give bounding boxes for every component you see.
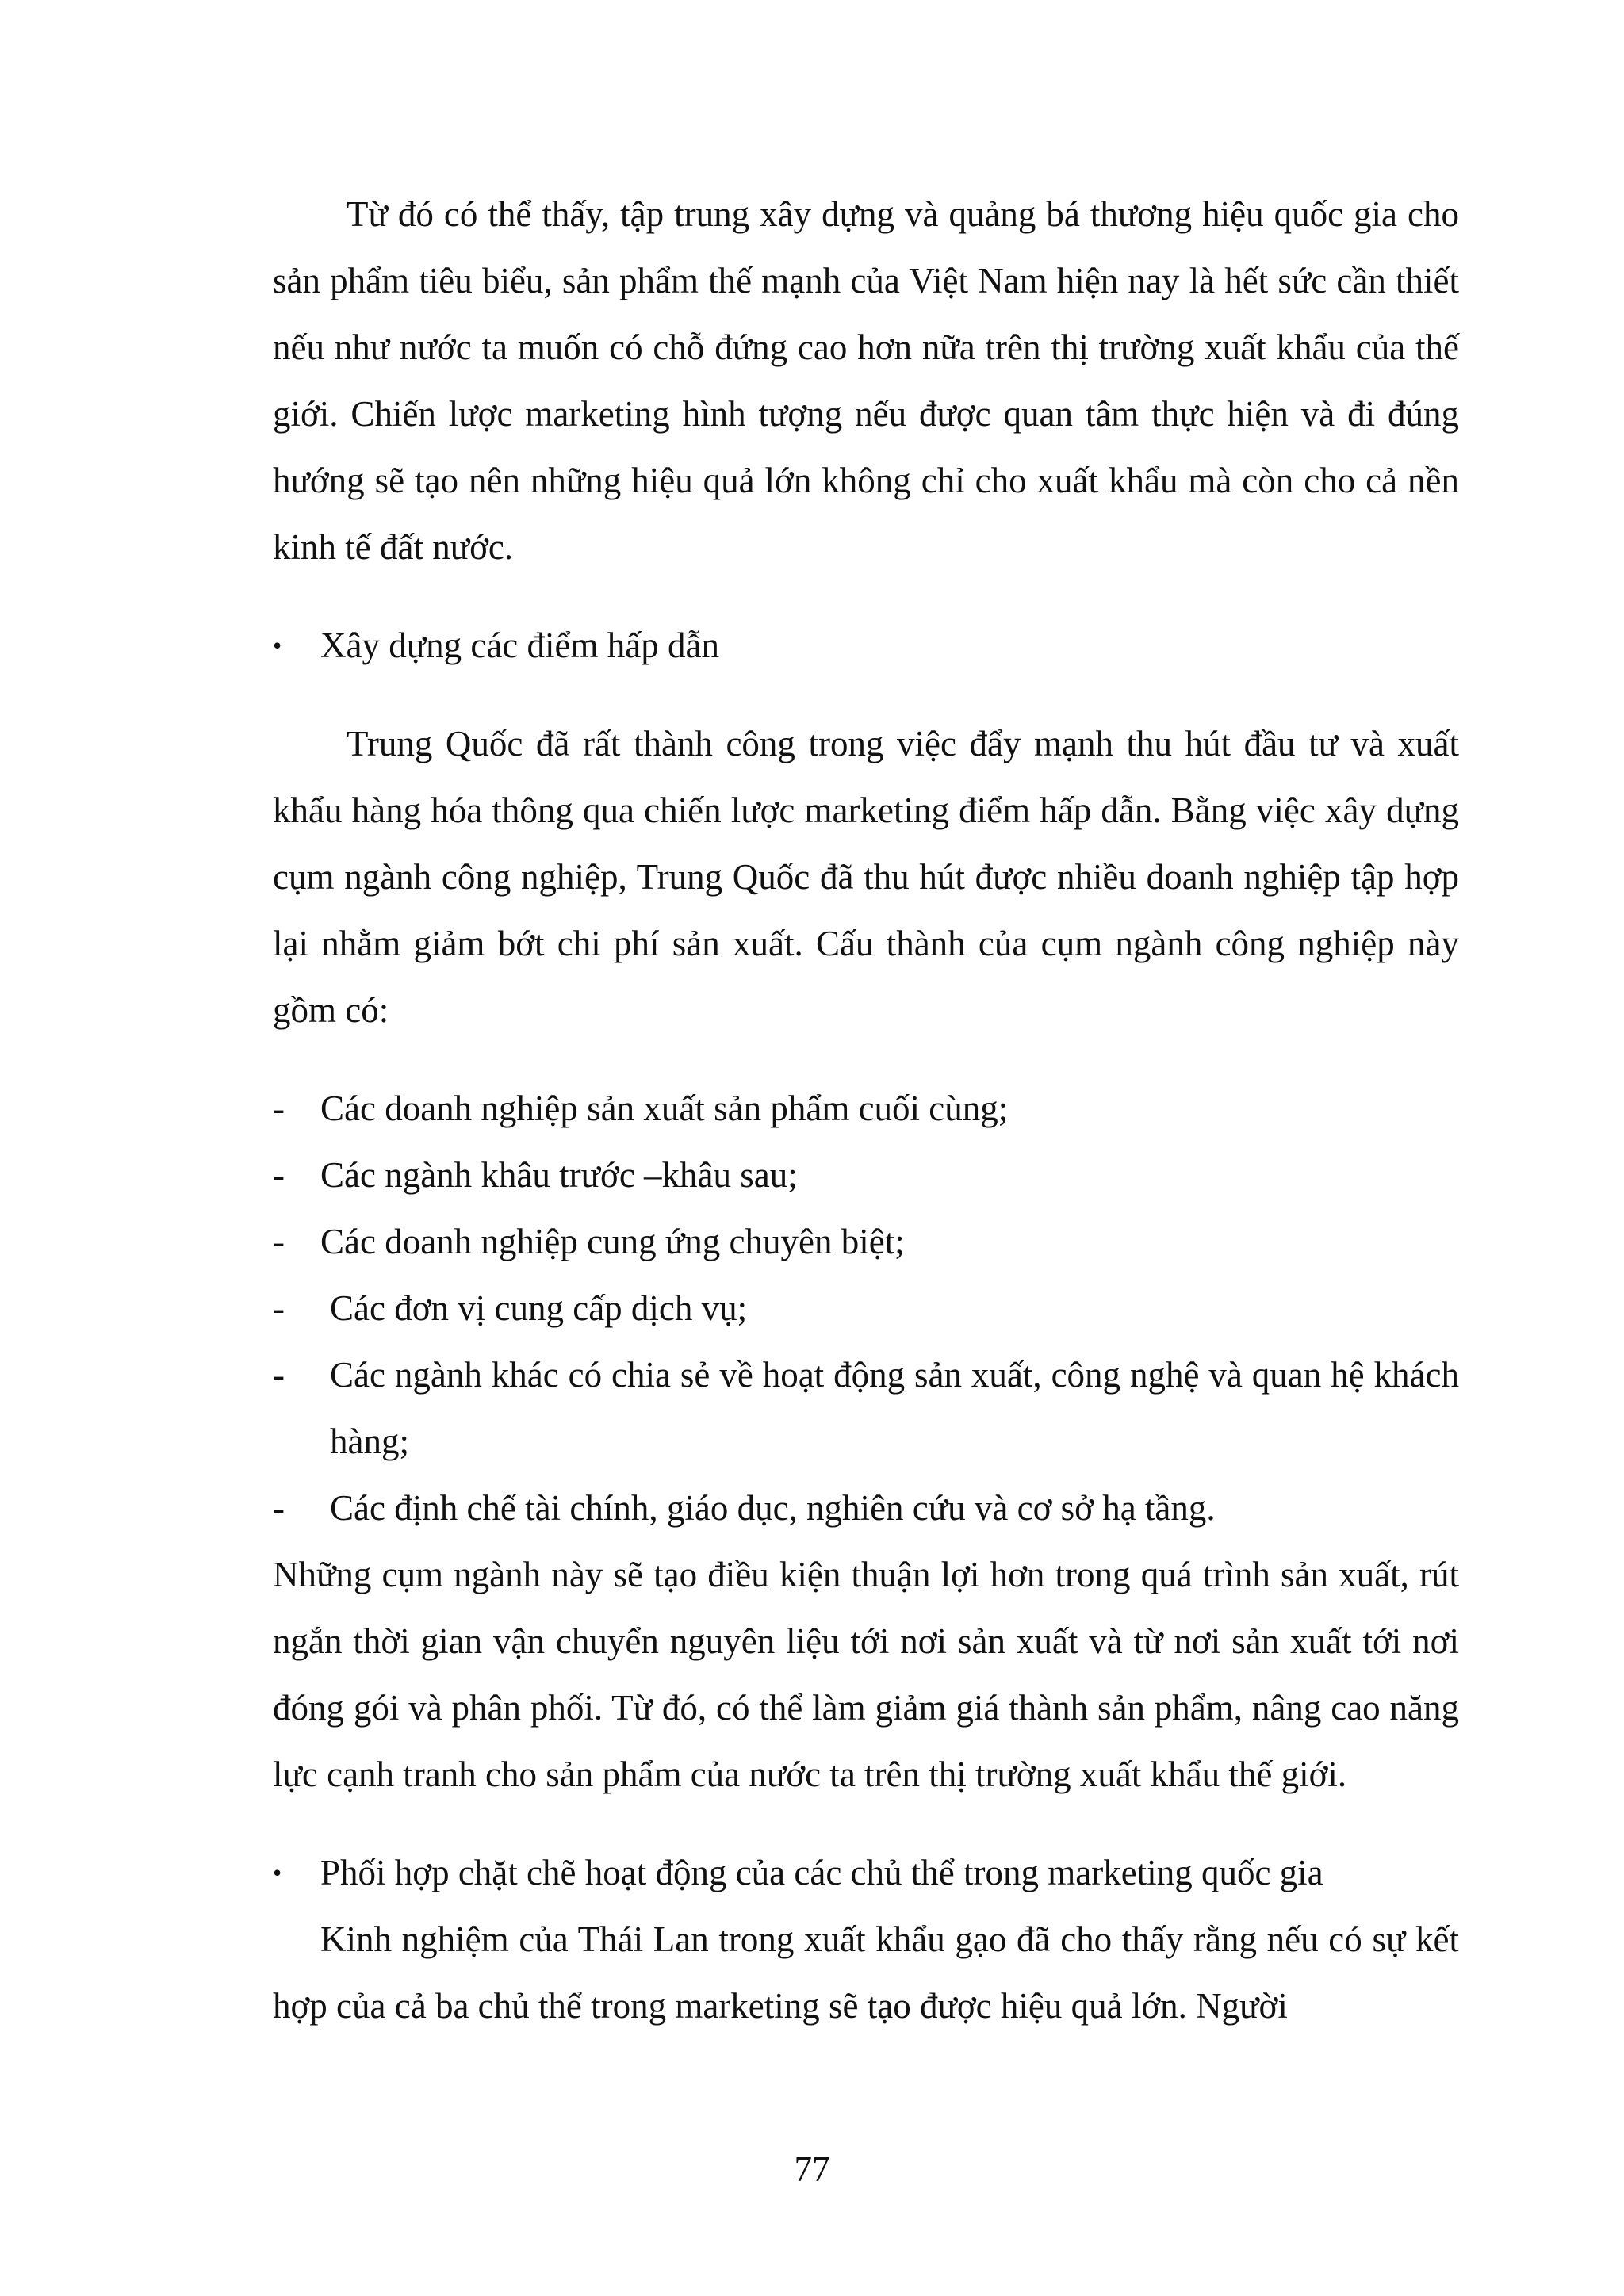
bullet-icon: • [273, 631, 282, 660]
list-item [273, 1475, 1459, 1541]
list-item [273, 1208, 1459, 1275]
list-item-text: Các ngành khác có chia sẻ về hoạt động sản xuất, công nghệ và quan hệ khách hàng; [330, 1355, 1459, 1461]
list-item-text: Các doanh nghiệp sản xuất sản phẩm cuối cùng; [320, 1089, 1009, 1128]
list-item-text: Các ngành khâu trước –khâu sau; [320, 1155, 798, 1195]
paragraph-china: Trung Quốc đã rất thành công trong việc đẩy mạnh thu hút đầu tư và xuất khẩu hàng hóa thông qua chiến lược marketing điểm hấp dẫn. Bằng việc xây dựng cụm ngành công nghiệp, Trung Quốc đã thu hút được nhiều doanh nghiệp tập hợp lại nhằm giảm bớt chi phí sản xuất. Cấu thành của cụm ngành công nghiệp này gồm có: [273, 724, 1459, 1030]
list-item [273, 1075, 1459, 1142]
document-page [273, 181, 1459, 2039]
bullet-heading-attractions [273, 612, 1459, 679]
dash-marker: - [273, 1222, 285, 1261]
dash-marker: - [273, 1288, 285, 1328]
bullet-heading-coordination [273, 1839, 1459, 1906]
bullet-heading-text: Xây dựng các điểm hấp dẫn [320, 626, 719, 665]
paragraph-thailand: Kinh nghiệm của Thái Lan trong xuất khẩu gạo đã cho thấy rằng nếu có sự kết hợp của cả ba chủ thể trong marketing sẽ tạo được hiệu quả lớn. Người [273, 1919, 1459, 2026]
list-item-text: Các doanh nghiệp cung ứng chuyên biệt; [320, 1222, 905, 1261]
bullet-heading-text: Phối hợp chặt chẽ hoạt động của các chủ thể trong marketing quốc gia [320, 1853, 1323, 1892]
list-item [273, 1341, 1459, 1475]
list-item [273, 1275, 1459, 1341]
dash-marker: - [273, 1355, 285, 1395]
bullet-icon: • [273, 1858, 282, 1887]
list-item-text: Các định chế tài chính, giáo dục, nghiên cứu và cơ sở hạ tầng. [330, 1488, 1216, 1528]
list-item [273, 1142, 1459, 1208]
list-item-text: Các đơn vị cung cấp dịch vụ; [330, 1288, 748, 1328]
dash-marker: - [273, 1488, 285, 1528]
paragraph-clusters: Những cụm ngành này sẽ tạo điều kiện thuận lợi hơn trong quá trình sản xuất, rút ngắn thời gian vận chuyển nguyên liệu tới nơi sản xuất và từ nơi sản xuất tới nơi đóng gói và phân phối. Từ đó, có thể làm giảm giá thành sản phẩm, nâng cao năng lực cạnh tranh cho sản phẩm của nước ta trên thị trường xuất khẩu thế giới. [273, 1555, 1459, 1794]
dash-marker: - [273, 1089, 285, 1128]
page-number: 77 [794, 2149, 830, 2189]
paragraph-intro: Từ đó có thể thấy, tập trung xây dựng và quảng bá thương hiệu quốc gia cho sản phẩm tiêu biểu, sản phẩm thế mạnh của Việt Nam hiện nay là hết sức cần thiết nếu như nước ta muốn có chỗ đứng cao hơn nữa trên thị trường xuất khẩu của thế giới. Chiến lược marketing hình tượng nếu được quan tâm thực hiện và đi đúng hướng sẽ tạo nên những hiệu quả lớn không chỉ cho xuất khẩu mà còn cho cả nền kinh tế đất nước. [273, 194, 1459, 567]
dash-marker: - [273, 1155, 285, 1195]
